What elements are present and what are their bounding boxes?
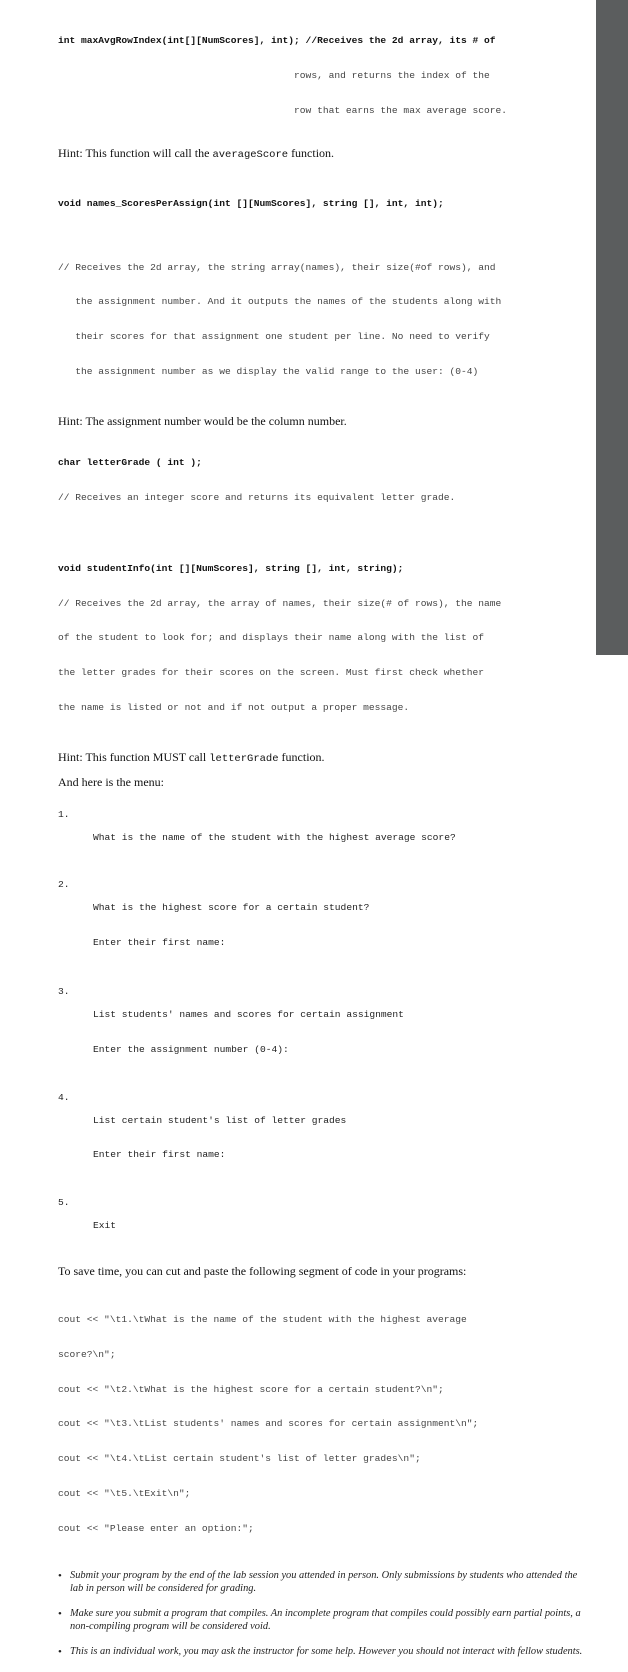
menu-number: 5. bbox=[58, 1196, 70, 1208]
code-line: cout << "Please enter an option:"; bbox=[58, 1522, 254, 1534]
menu-line: Enter the assignment number (0-4): bbox=[93, 1044, 289, 1056]
code-line: the name is listed or not and if not output a proper message. bbox=[58, 701, 410, 713]
code-line: cout << "\t4.\tList certain student's list of letter grades\n"; bbox=[58, 1453, 421, 1465]
menu-item-1 bbox=[58, 798, 588, 868]
code-line: // Receives the 2d array, the string array(names), their size(#of rows), and bbox=[58, 261, 496, 273]
menu-number: 1. bbox=[58, 809, 70, 821]
menu-line: Enter their first name: bbox=[93, 1149, 226, 1161]
menu-number: 4. bbox=[58, 1091, 70, 1103]
hint-code-letter-grade: letterGrade bbox=[209, 752, 279, 765]
code-line: of the student to look for; and displays their name along with the list of bbox=[58, 632, 485, 644]
submission-notes bbox=[58, 1570, 588, 1658]
code-line: rows, and returns the index of the bbox=[58, 69, 490, 81]
code-line: void studentInfo(int [][NumScores], string [], int, string); bbox=[58, 562, 404, 574]
menu-item-4 bbox=[58, 1080, 588, 1184]
code-max-avg-row-index bbox=[58, 12, 588, 140]
right-sidebar bbox=[596, 0, 628, 655]
hint-code-average-score: averageScore bbox=[212, 148, 289, 161]
code-line: cout << "\t3.\tList students' names and scores for certain assignment\n"; bbox=[58, 1418, 479, 1430]
code-line: the letter grades for their scores on the screen. Must first check whether bbox=[58, 667, 485, 679]
note-item: • Submit your program by the end of the lab session you attended in person. Only submissions by students who attended the lab in person will be considered for grading. bbox=[58, 1570, 578, 1594]
menu-number: 2. bbox=[58, 878, 70, 890]
menu-line: What is the highest score for a certain student? bbox=[93, 902, 370, 913]
code-line: cout << "\t2.\tWhat is the highest score for a certain student?\n"; bbox=[58, 1383, 444, 1395]
code-line: the assignment number. And it outputs the names of the students along with bbox=[58, 296, 502, 308]
menu-item-2 bbox=[58, 867, 588, 971]
code-line: the assignment number as we display the valid range to the user: (0-4) bbox=[58, 366, 479, 378]
menu-line: Exit bbox=[93, 1220, 117, 1232]
bullet-icon: • bbox=[58, 1608, 62, 1621]
hint-assignment-column: Hint: The assignment number would be the column number. bbox=[58, 413, 347, 428]
menu-intro: And here is the menu: bbox=[58, 774, 164, 789]
menu-item-5 bbox=[58, 1185, 588, 1255]
hint-letter-grade: Hint: This function MUST call letterGrade function. bbox=[58, 749, 325, 765]
code-line: score?\n"; bbox=[58, 1348, 116, 1360]
code-letter-grade bbox=[58, 434, 588, 527]
code-line: char letterGrade ( int ); bbox=[58, 457, 202, 468]
code-paste-segment bbox=[58, 1291, 588, 1558]
menu-line: Enter their first name: bbox=[93, 936, 226, 948]
code-line: cout << "\t5.\tExit\n"; bbox=[58, 1487, 191, 1499]
menu-line: List students' names and scores for certain assignment bbox=[93, 1009, 404, 1021]
menu-line: List certain student's list of letter grades bbox=[93, 1114, 347, 1126]
code-line: int maxAvgRowIndex(int[][NumScores], int); //Receives the 2d array, its # of bbox=[58, 35, 496, 47]
bullet-icon: • bbox=[58, 1646, 62, 1659]
code-student-info bbox=[58, 540, 588, 737]
menu-item-3 bbox=[58, 975, 588, 1079]
note-item: • Make sure you submit a program that compiles. An incomplete program that compiles could possibly earn partial points, a non-compiling program will be considered void. bbox=[58, 1608, 581, 1632]
note-item: • This is an individual work, you may ask the instructor for some help. However you should not interact with fellow students. bbox=[58, 1646, 583, 1659]
code-line: their scores for that assignment one student per line. No need to verify bbox=[58, 331, 490, 343]
hint-average-score: Hint: This function will call the averageScore function. bbox=[58, 145, 335, 161]
menu-list bbox=[58, 798, 588, 1255]
document-body bbox=[58, 12, 588, 1672]
code-line: void names_ScoresPerAssign(int [][NumScores], string [], int, int); bbox=[58, 197, 444, 209]
bullet-icon: • bbox=[58, 1570, 62, 1583]
code-line: cout << "\t1.\tWhat is the name of the student with the highest average bbox=[58, 1314, 467, 1325]
code-line: // Receives the 2d array, the array of names, their size(# of rows), the name bbox=[58, 597, 502, 609]
menu-number: 3. bbox=[58, 986, 70, 998]
paste-intro: To save time, you can cut and paste the following segment of code in your programs: bbox=[58, 1263, 467, 1278]
code-names-scores-per-assign bbox=[58, 175, 588, 401]
code-line: // Receives an integer score and returns its equivalent letter grade. bbox=[58, 491, 456, 503]
menu-line: What is the name of the student with the highest average score? bbox=[93, 832, 456, 844]
code-line: row that earns the max average score. bbox=[58, 104, 508, 116]
